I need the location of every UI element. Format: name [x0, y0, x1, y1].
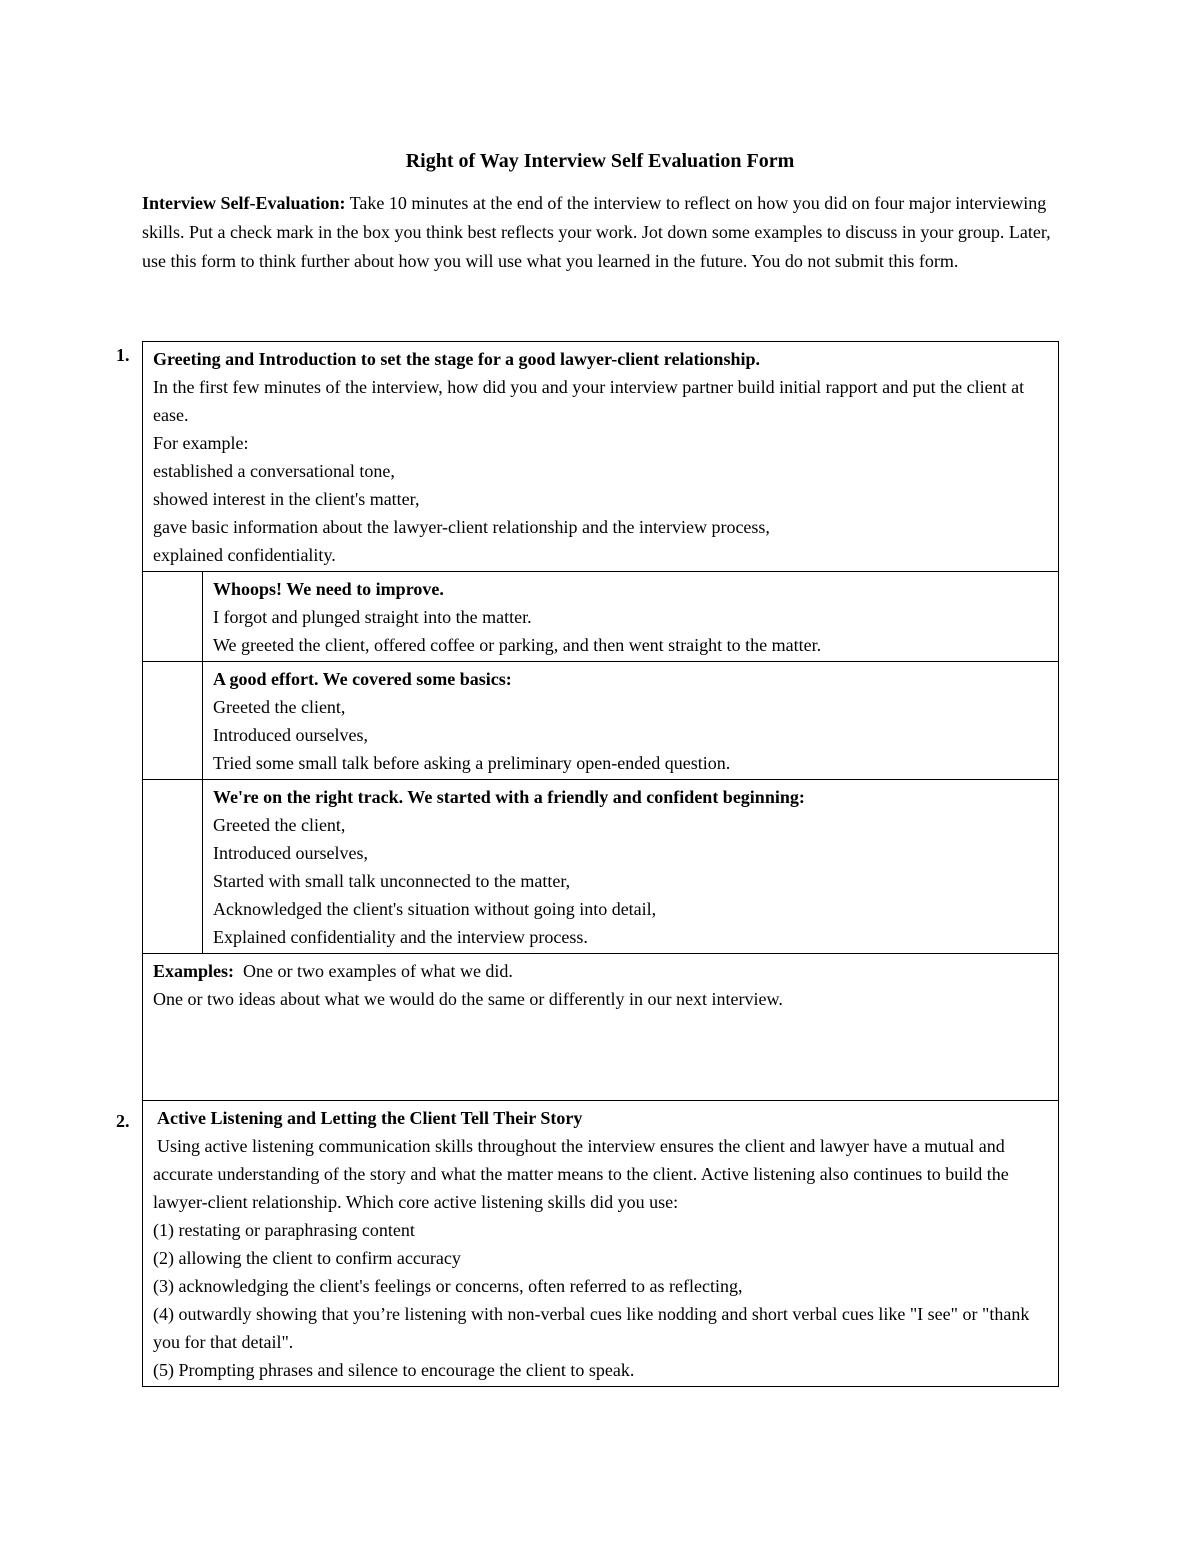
option-line: Tried some small talk before asking a preliminary open-ended question.	[213, 753, 731, 773]
section-2-description	[143, 1101, 1059, 1387]
option-line: Greeted the client,	[213, 815, 346, 835]
checkbox-right-track[interactable]	[143, 780, 203, 954]
section-1-description	[143, 342, 1059, 572]
evaluation-table	[142, 341, 1059, 1387]
section-1-line: For example:	[153, 433, 249, 453]
section-1-number: 1.	[116, 345, 130, 365]
option-line: Explained confidentiality and the interview process.	[213, 927, 588, 947]
option-row	[143, 572, 1059, 662]
section-1-line: In the first few minutes of the interview, how did you and your interview partner build initial rapport and put the client at ease.	[153, 377, 1025, 425]
checkbox-good-effort[interactable]	[143, 662, 203, 780]
option-improve	[203, 572, 1059, 662]
section-2-line: Using active listening communication skills throughout the interview ensures the client and lawyer have a mutual and accurate understanding of the story and what the matter means to the client. Active listening also continues to build the lawyer-client relationship. Which core active listening skills did you use:	[153, 1136, 1009, 1212]
section-1-line: showed interest in the client's matter,	[153, 489, 420, 509]
option-line: Greeted the client,	[213, 697, 346, 717]
examples-label: Examples:	[153, 961, 234, 981]
section-2-line: (4) outwardly showing that you’re listening with non-verbal cues like nodding and short verbal cues like "I see" or "thank you for that detail".	[153, 1304, 1030, 1352]
examples-line-2: One or two ideas about what we would do the same or differently in our next interview.	[153, 989, 783, 1009]
option-heading: We're on the right track. We started with a friendly and confident beginning:	[213, 787, 805, 807]
examples-text: One or two examples of what we did.	[243, 961, 513, 981]
section-1-header-row	[143, 342, 1059, 572]
section-1-line: explained confidentiality.	[153, 545, 336, 565]
intro-paragraph	[142, 189, 1062, 276]
option-heading: A good effort. We covered some basics:	[213, 669, 512, 689]
checkbox-improve[interactable]	[143, 572, 203, 662]
section-2-line: (2) allowing the client to confirm accuracy	[153, 1248, 461, 1268]
option-row	[143, 780, 1059, 954]
examples-row	[143, 954, 1059, 1101]
page-title: Right of Way Interview Self Evaluation Form	[405, 150, 795, 172]
section-2-line: (1) restating or paraphrasing content	[153, 1220, 415, 1240]
option-good-effort	[203, 662, 1059, 780]
section-2-header-row	[143, 1101, 1059, 1387]
intro-text: Take 10 minutes at the end of the interview to reflect on how you did on four major interviewing skills. Put a check mark in the box you think best reflects your work. Jot down some examples to discuss in your group. Later, use this form to think further about how you will use what you learned in the future. You do not submit this form.	[142, 193, 1051, 271]
option-line: Introduced ourselves,	[213, 843, 368, 863]
option-right-track	[203, 780, 1059, 954]
intro-label: Interview Self-Evaluation:	[142, 193, 346, 213]
section-1-line: gave basic information about the lawyer-client relationship and the interview process,	[153, 517, 770, 537]
examples-field[interactable]	[143, 954, 1059, 1101]
section-2-heading: Active Listening and Letting the Client Tell Their Story	[157, 1108, 583, 1128]
option-heading: Whoops! We need to improve.	[213, 579, 444, 599]
option-line: Started with small talk unconnected to the matter,	[213, 871, 571, 891]
option-line: Acknowledged the client's situation without going into detail,	[213, 899, 657, 919]
option-line: Introduced ourselves,	[213, 725, 368, 745]
option-line: We greeted the client, offered coffee or parking, and then went straight to the matter.	[213, 635, 822, 655]
option-line: I forgot and plunged straight into the matter.	[213, 607, 532, 627]
section-1-line: established a conversational tone,	[153, 461, 395, 481]
section-1-heading: Greeting and Introduction to set the stage for a good lawyer-client relationship.	[153, 349, 760, 369]
section-2-line: (5) Prompting phrases and silence to encourage the client to speak.	[153, 1360, 635, 1380]
section-2-line: (3) acknowledging the client's feelings or concerns, often referred to as reflecting,	[153, 1276, 743, 1296]
section-2-number: 2.	[116, 1111, 130, 1131]
option-row	[143, 662, 1059, 780]
